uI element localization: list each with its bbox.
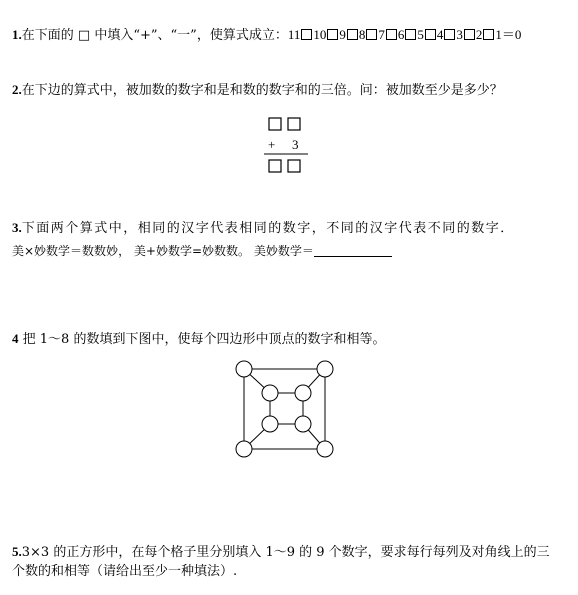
nested-squares-figure <box>228 356 340 460</box>
sum-box-1 <box>269 160 281 172</box>
question-3-number: 3. <box>12 220 22 235</box>
question-1-box-symbol: □ <box>77 28 91 43</box>
question-3-ask: 美妙数学＝ <box>253 244 314 258</box>
question-3-formulas <box>12 242 392 260</box>
vertex-circle-inner-bl <box>262 416 278 432</box>
formula-period: 。 <box>238 244 251 258</box>
vertex-circle-outer-tr <box>317 361 333 377</box>
vertex-circle-inner-tl <box>262 385 278 401</box>
formula-1: 美×妙数学＝数数妙 <box>12 244 119 258</box>
question-4-number: 4 <box>12 331 19 346</box>
vertex-circle-inner-tr <box>295 385 311 401</box>
vertex-circle-outer-bl <box>236 441 252 457</box>
question-1 <box>12 26 521 45</box>
question-2 <box>12 81 503 100</box>
question-5-number: 5. <box>12 544 22 559</box>
addend-box-1 <box>269 118 281 130</box>
vertex-circle-inner-br <box>295 416 311 432</box>
question-3-text: 下面两个算式中，相同的汉字代表相同的数字，不同的汉字代表不同的数字． <box>21 221 515 236</box>
question-1-number: 1. <box>12 27 22 42</box>
plus-sign: + <box>268 137 276 152</box>
vertex-circle-outer-br <box>317 441 333 457</box>
question-5-line-2 <box>12 563 237 581</box>
answer-blank <box>314 244 392 257</box>
addition-figure <box>250 112 320 180</box>
question-2-number: 2. <box>12 82 22 97</box>
formula-2: 美+妙数学=妙数数 <box>133 244 239 258</box>
sum-box-2 <box>288 160 300 172</box>
question-5-text-line-1: 3×3 的正方形中，在每个格子里分别填入 1～9 的 9 个数字，要求每行每列及对角线上的三 <box>21 545 550 560</box>
question-3 <box>12 219 515 238</box>
question-1-text-before: 在下面的 <box>21 28 74 43</box>
question-5-text-line-2: 个数的和相等（请给出至少一种填法）. <box>12 564 238 579</box>
addend-three: 3 <box>292 137 299 152</box>
vertex-circle-outer-tl <box>236 361 252 377</box>
question-4-text: 把 1～8 的数填到下图中，使每个四边形中顶点的数字和相等。 <box>22 332 386 347</box>
question-1-equation: 11 10 9 8 7 6 5 4 3 2 1＝0 <box>287 27 522 42</box>
question-2-text: 在下边的算式中，被加数的数字和是和数的数字和的三倍。问：被加数至少是多少？ <box>21 83 503 98</box>
question-1-text-after: 中填入“+”、“一”，使算式成立： <box>94 28 288 43</box>
addend-box-2 <box>288 118 300 130</box>
question-4 <box>12 330 385 349</box>
formula-separator: ， <box>118 244 131 258</box>
question-5-line-1 <box>12 543 550 562</box>
